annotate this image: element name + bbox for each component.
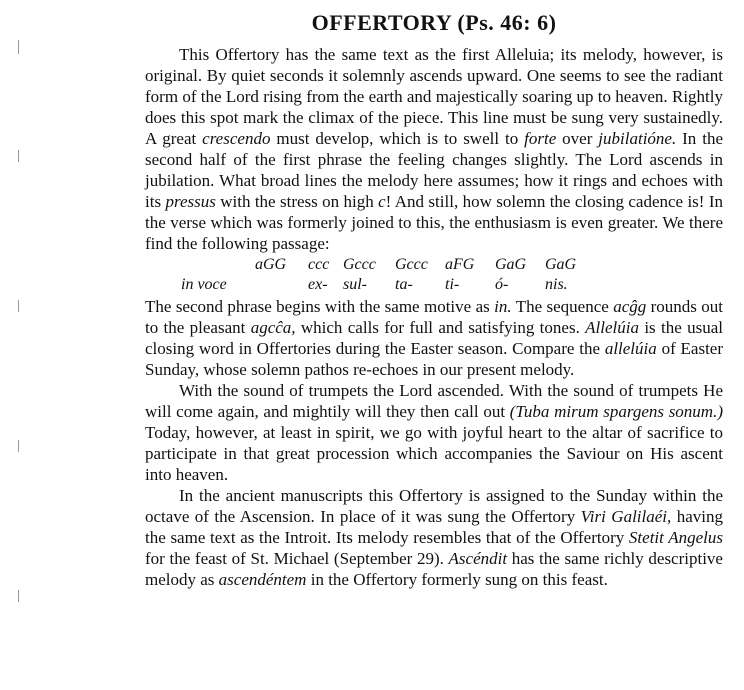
text-run: In the second half of the first phrase the feeling changes slightly. The Lord ascends in jubilation. What broad lines the melody here assumes; how it rings and echoes with its: [145, 129, 723, 211]
margin-mark: [18, 150, 19, 162]
text-run: ! And still, how solemn the closing cadence is! In the verse which was formerly joined to this, the enthusiasm is even greater. We there find the following passage:: [145, 192, 723, 253]
italic-run: (Tuba mirum spargens sonum.): [509, 402, 723, 421]
body-text: [145, 44, 723, 590]
section-title: OFFERTORY (Ps. 46: 6): [311, 10, 557, 35]
chant-syllable: ti-: [445, 276, 460, 293]
italic-run: jubilatióne.: [598, 129, 677, 148]
italic-run: agcĉa,: [250, 318, 296, 337]
text-run: having the same text as the Introit. Its melody resembles that of the Offertory: [145, 507, 723, 547]
paragraph-3: [145, 380, 723, 485]
text-run: of Easter Sunday, whose solemn pathos re-echoes in our present melody.: [145, 339, 723, 379]
text-run: rounds out to the pleasant: [145, 297, 724, 337]
neume-group: GaG: [495, 256, 527, 273]
chant-syllable: ex-: [308, 276, 328, 293]
chant-example: [145, 254, 723, 296]
margin-mark: [18, 440, 19, 452]
text-run: With the sound of trumpets the Lord ascended. With the sound of trumpets He will come again, and mightily will they then call out: [145, 381, 723, 421]
neume-group: Gccc: [343, 256, 376, 273]
italic-run: allelúia: [604, 339, 657, 358]
italic-run: acĝg: [613, 297, 647, 316]
text-run: This Offertory has the same text as the first Alleluia; its melody, however, is original. By quiet seconds it solemnly ascends upward. One seems to see the radiant form of the Lord rising from the earth and majestically soaring up to heaven. Rightly does this spot mark the climax of the piece. This line must be sung very sustainedly. A great: [145, 45, 723, 148]
text-run: over: [556, 129, 599, 148]
chant-text-label: in voce: [181, 276, 227, 293]
neume-group: ccc: [308, 256, 330, 273]
text-run: The second phrase begins with the same motive as: [145, 297, 495, 316]
text-run: which calls for full and satisfying tones.: [295, 318, 586, 337]
italic-run: Allelúia: [585, 318, 639, 337]
text-run: in the Offertory formerly sung on this feast.: [306, 570, 608, 589]
paragraph-2: [145, 296, 723, 380]
chant-syllable: ó-: [495, 276, 509, 293]
italic-run: ascendéntem: [218, 570, 307, 589]
text-run: Today, however, at least in spirit, we go with joyful heart to the altar of sacrifice to participate in that great procession which accompanies the Saviour on His ascent into heaven.: [145, 423, 723, 484]
chant-syllable: ta-: [395, 276, 413, 293]
italic-run: forte: [524, 129, 557, 148]
italic-run: Ascéndit: [448, 549, 508, 568]
text-run: In the ancient manuscripts this Offertory is assigned to the Sunday within the octave of the Ascension. In place of it was sung the Offertory: [145, 486, 723, 526]
margin-mark: [18, 590, 19, 602]
text-run: must develop, which is to swell to: [270, 129, 525, 148]
italic-run: pressus: [165, 192, 216, 211]
chant-syllable: sul-: [343, 276, 367, 293]
italic-run: c: [378, 192, 386, 211]
margin-mark: [18, 40, 19, 54]
neume-group: GaG: [545, 256, 577, 273]
text-run: The sequence: [511, 297, 614, 316]
chant-syllable: nis.: [545, 276, 568, 293]
text-run: has the same richly descriptive melody as: [145, 549, 723, 589]
italic-run: in.: [494, 297, 512, 316]
text-run: for the feast of St. Michael (September 29).: [145, 549, 449, 568]
italic-run: Stetit Angelus: [628, 528, 723, 547]
paragraph-1: [145, 44, 723, 254]
paragraph-4: [145, 485, 723, 590]
italic-run: crescendo: [202, 129, 271, 148]
text-run: is the usual closing word in Offertories during the Easter season. Compare the: [145, 318, 723, 358]
neume-group: aFG: [445, 256, 475, 273]
neume-group: Gccc: [395, 256, 428, 273]
neume-group: aGG: [255, 256, 287, 273]
italic-run: Viri Galilaéi,: [580, 507, 672, 526]
text-run: with the stress on high: [215, 192, 379, 211]
margin-mark: [18, 300, 19, 312]
